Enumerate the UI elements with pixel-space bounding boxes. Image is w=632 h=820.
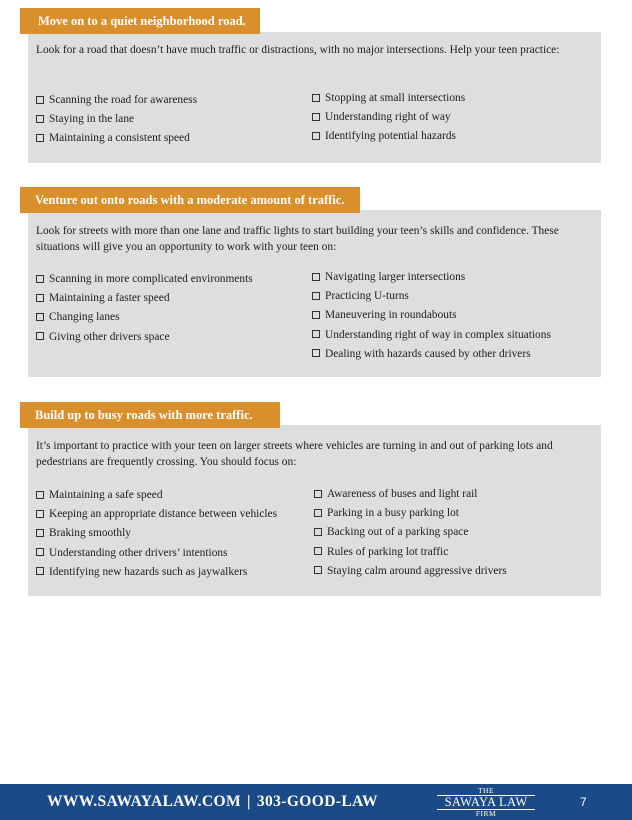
checklist-item [312, 326, 551, 345]
checkbox-icon [314, 528, 322, 536]
checklist-item [36, 110, 197, 129]
checklist-item-label: Braking smoothly [49, 527, 131, 540]
checkbox-icon [36, 491, 44, 499]
section-1-heading [20, 8, 260, 34]
section-1-intro: Look for a road that doesn’t have much traffic or distractions, with no major intersections. Help your teen practice: [36, 44, 560, 56]
checklist-item [36, 486, 277, 505]
checkbox-icon [312, 311, 320, 319]
checklist-item-label: Parking in a busy parking lot [327, 507, 459, 520]
checkbox-icon [312, 132, 320, 140]
checkbox-icon [312, 292, 320, 300]
section-2-panel [28, 210, 601, 377]
checklist-item-label: Maintaining a faster speed [49, 292, 170, 305]
checklist-item-label: Stopping at small intersections [325, 92, 466, 104]
checklist-item-label: Giving other drivers space [49, 330, 170, 343]
checklist-item [36, 563, 277, 582]
checklist-item [36, 270, 253, 289]
footer-contact [47, 793, 378, 811]
section-3-left-list [36, 486, 277, 582]
checkbox-icon [36, 115, 44, 123]
section-1-left-list [36, 91, 197, 149]
checklist-item [36, 91, 197, 110]
checklist-item [312, 345, 551, 364]
checklist-item [312, 108, 465, 127]
checklist-item [36, 524, 277, 543]
section-3-right-list [314, 485, 507, 581]
footer-separator: | [247, 793, 251, 810]
logo-name: SAWAYA LAW [437, 795, 535, 810]
checkbox-icon [36, 510, 44, 518]
checklist-item [36, 544, 277, 563]
checklist-item [312, 89, 465, 108]
checklist-item-label: Identifying potential hazards [325, 130, 456, 143]
section-1-title: Move on to a quiet neighborhood road. [38, 14, 246, 28]
checklist-item-label: Scanning in more complicated environments [49, 273, 253, 285]
checklist-item-label: Maintaining a consistent speed [49, 132, 190, 145]
checklist-item-label: Backing out of a parking space [327, 526, 469, 539]
section-3-title: Build up to busy roads with more traffic. [35, 408, 253, 422]
section-1-panel [28, 32, 601, 163]
checkbox-icon [36, 96, 44, 104]
section-3-intro: It’s important to practice with your teen on larger streets where vehicles are turning in and out of parking lots and pedestrians are frequently crossing. You should focus on: [36, 440, 553, 468]
checkbox-icon [36, 567, 44, 575]
firm-logo [437, 787, 535, 817]
section-2-title: Venture out onto roads with a moderate amount of traffic. [35, 193, 345, 207]
section-1-right-list [312, 89, 465, 147]
checkbox-icon [36, 294, 44, 302]
checklist-item-label: Identifying new hazards such as jaywalkers [49, 565, 248, 578]
section-2-left-list [36, 270, 253, 347]
checkbox-icon [312, 330, 320, 338]
section-2-heading [20, 187, 360, 213]
checkbox-icon [36, 332, 44, 340]
logo-firm: FIRM [475, 809, 497, 818]
checkbox-icon [36, 313, 44, 321]
checklist-item-label: Understanding other drivers’ intentions [49, 546, 228, 559]
checklist-item-label: Maneuvering in roundabouts [325, 309, 457, 322]
checklist-item [312, 306, 551, 325]
checkbox-icon [312, 113, 320, 121]
page-number: 7 [580, 795, 587, 809]
checklist-item [36, 308, 253, 327]
checklist-item [314, 562, 507, 581]
checklist-item [314, 485, 507, 504]
checklist-item-label: Awareness of buses and light rail [327, 488, 478, 500]
checklist-item-label: Practicing U-turns [325, 290, 409, 303]
checkbox-icon [36, 548, 44, 556]
checklist-item [312, 127, 465, 146]
checkbox-icon [312, 349, 320, 357]
logo-the: THE [477, 786, 495, 795]
checklist-item-label: Maintaining a safe speed [49, 489, 163, 501]
checklist-item-label: Dealing with hazards caused by other drivers [325, 347, 531, 360]
checklist-item [314, 504, 507, 523]
footer-bar [0, 784, 632, 820]
phone-number[interactable]: 303-GOOD-LAW [256, 793, 378, 810]
checklist-item-label: Staying in the lane [49, 113, 135, 126]
checkbox-icon [36, 529, 44, 537]
checkbox-icon [36, 275, 44, 283]
checklist-item [36, 289, 253, 308]
checklist-item-label: Scanning the road for awareness [49, 94, 198, 106]
checkbox-icon [314, 509, 322, 517]
checklist-item-label: Understanding right of way in complex situations [325, 328, 551, 341]
section-3-heading [20, 402, 280, 428]
checkbox-icon [312, 94, 320, 102]
checkbox-icon [312, 273, 320, 281]
section-2-intro: Look for streets with more than one lane and traffic lights to start building your teen’s skills and confidence. These situations will give you an opportunity to work with your teen on: [36, 225, 559, 253]
checkbox-icon [314, 547, 322, 555]
section-3-panel [28, 425, 601, 596]
checkbox-icon [314, 566, 322, 574]
checklist-item-label: Rules of parking lot traffic [327, 545, 449, 558]
section-2-right-list [312, 268, 551, 364]
checklist-item [312, 268, 551, 287]
checkbox-icon [36, 134, 44, 142]
checklist-item [36, 129, 197, 148]
checklist-item [312, 287, 551, 306]
checklist-item [314, 523, 507, 542]
website-link[interactable]: WWW.SAWAYALAW.COM [47, 793, 242, 810]
checklist-item [36, 505, 277, 524]
checklist-item-label: Staying calm around aggressive drivers [327, 564, 507, 577]
checklist-item-label: Understanding right of way [325, 111, 451, 124]
checklist-item-label: Keeping an appropriate distance between vehicles [49, 508, 278, 521]
checklist-item [36, 328, 253, 347]
checklist-item [314, 543, 507, 562]
checklist-item-label: Navigating larger intersections [325, 271, 466, 283]
checkbox-icon [314, 490, 322, 498]
checklist-item-label: Changing lanes [49, 311, 120, 324]
